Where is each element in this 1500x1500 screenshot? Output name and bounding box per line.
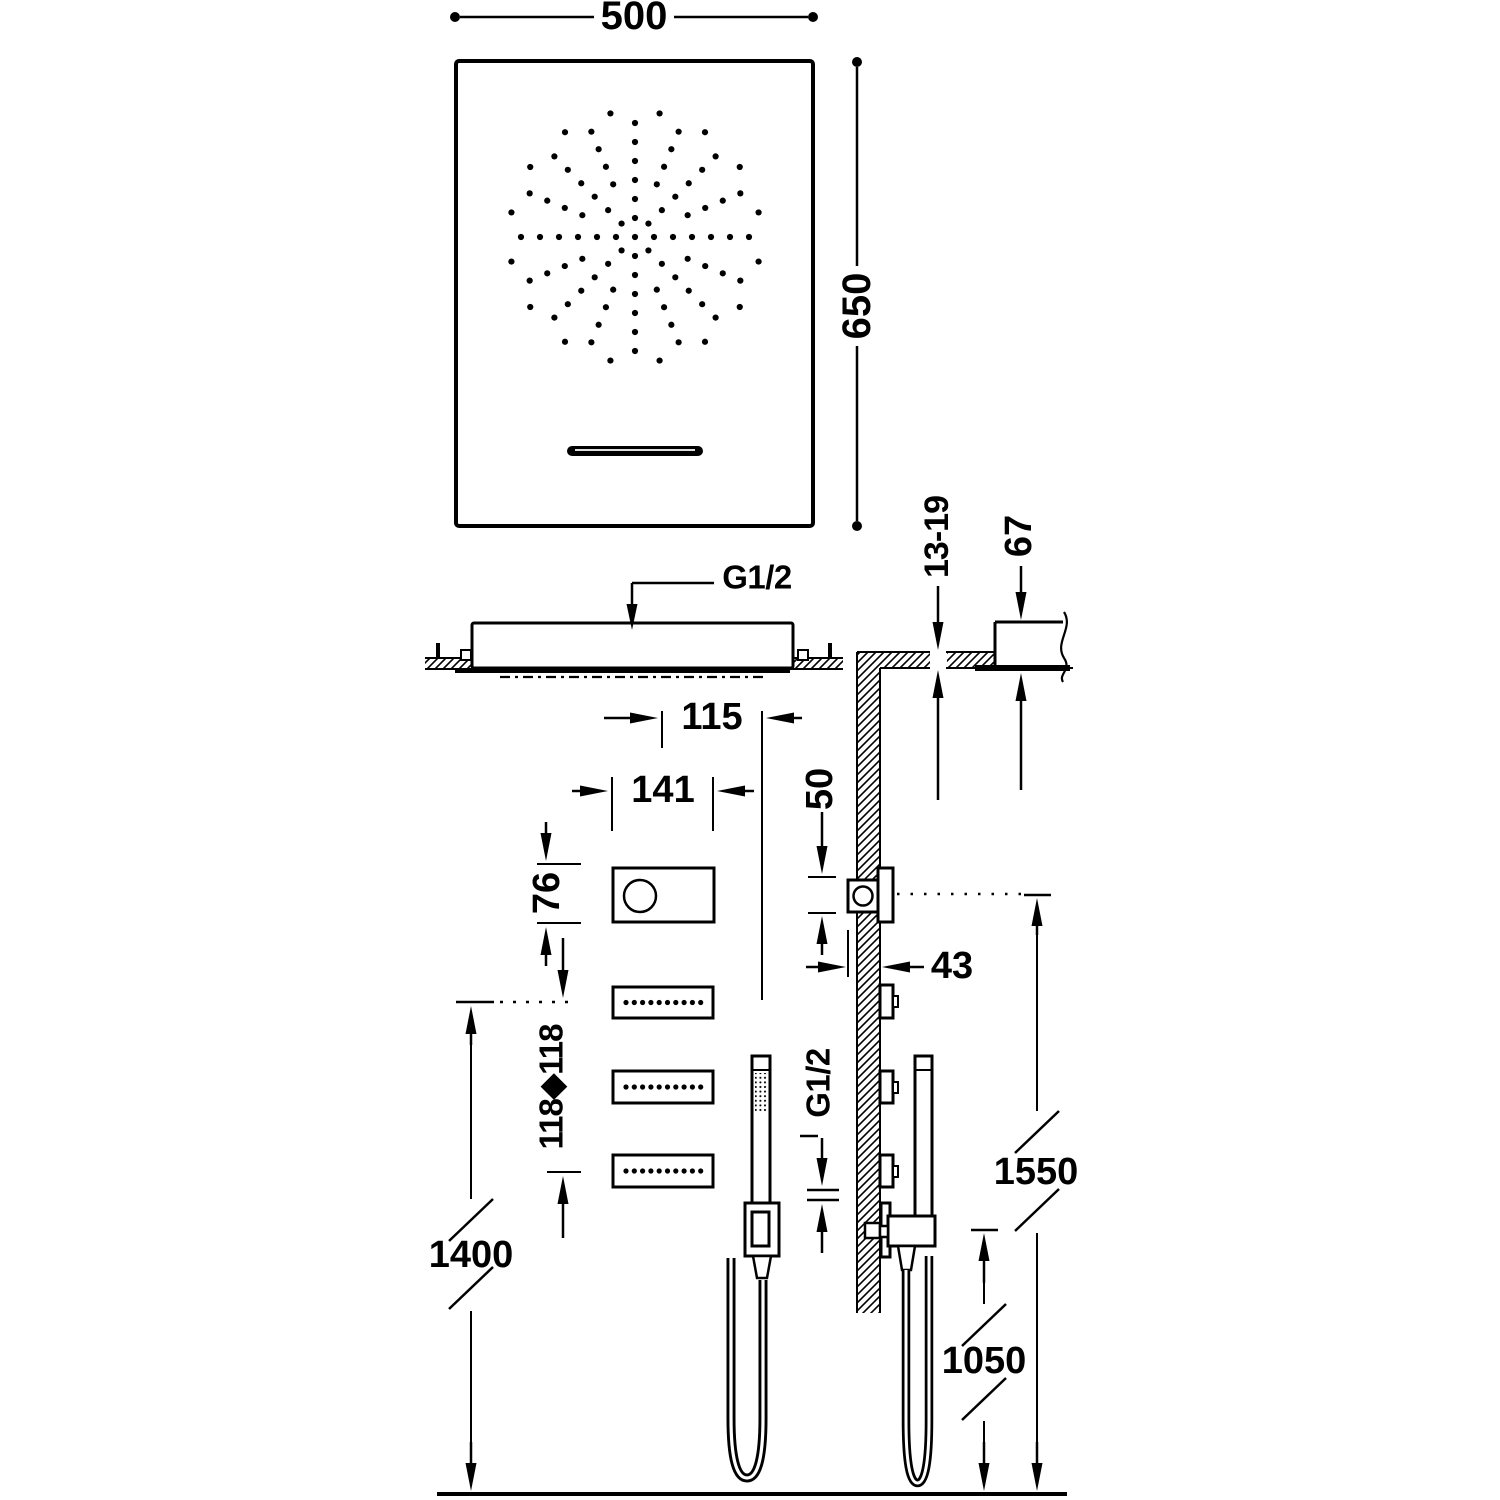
front-column-view	[429, 696, 802, 1491]
dimension-arrow	[541, 822, 552, 861]
dim-end-dot	[852, 521, 862, 531]
nozzle-dot	[632, 310, 638, 316]
arrowhead	[933, 670, 944, 698]
nozzle-dot	[579, 212, 585, 218]
nozzle-dot	[668, 146, 674, 152]
nozzle-dot	[562, 129, 568, 135]
arrowhead	[1016, 592, 1027, 620]
dimension-arrow	[717, 786, 754, 797]
break-slash	[1015, 1189, 1059, 1231]
nozzle-dot	[527, 164, 533, 170]
nozzle-dot	[544, 270, 550, 276]
dim-end-dot	[852, 57, 862, 67]
nozzle-dot	[613, 234, 619, 240]
g12-outlet-dim	[800, 1048, 840, 1253]
arrowhead	[817, 1204, 828, 1232]
dimension-arrow	[766, 713, 802, 724]
body-jet-front-2	[613, 1071, 713, 1103]
nozzle-dot	[527, 304, 533, 310]
nozzle-dot	[755, 258, 761, 264]
mount-clip-right	[798, 650, 808, 660]
break-slash	[1015, 1111, 1059, 1153]
dim-label-head_height: 650	[835, 272, 879, 340]
nozzle-dot	[632, 177, 638, 183]
dimension-arrow	[558, 938, 569, 998]
nozzle-dot	[682, 1000, 687, 1005]
nozzle-dot	[618, 247, 624, 253]
nozzle-dot	[685, 256, 691, 262]
nozzle-dot	[603, 164, 609, 170]
arrowhead	[541, 927, 552, 955]
nozzle-dot	[632, 196, 638, 202]
nozzle-dot	[657, 1000, 662, 1005]
nozzle-dot	[682, 1168, 687, 1173]
dim-head-depth	[998, 515, 1040, 790]
nozzle-dot	[648, 1000, 653, 1005]
nozzle-dot	[623, 1000, 628, 1005]
nozzle-dot	[607, 357, 613, 363]
nozzle-dot	[632, 1168, 637, 1173]
nozzle-dot	[610, 287, 616, 293]
arrowhead	[817, 846, 828, 874]
dimension-arrow	[933, 586, 944, 650]
nozzle-dot	[690, 1168, 695, 1173]
dimension-arrow	[1032, 898, 1043, 935]
dim-handshower-offset	[604, 696, 802, 1000]
mount-clip-left	[461, 650, 471, 660]
nozzle-dot	[551, 153, 557, 159]
nozzle-dot	[640, 1084, 645, 1089]
nozzle-dot	[610, 181, 616, 187]
nozzle-dot	[746, 234, 752, 240]
nozzle-dot	[665, 1000, 670, 1005]
ceiling-section-view	[425, 496, 1073, 1313]
nozzle-dot	[708, 234, 714, 240]
nozzle-dot	[665, 1084, 670, 1089]
nozzle-dot	[592, 194, 598, 200]
nozzle-dot	[656, 357, 662, 363]
nozzle-dot	[720, 198, 726, 204]
nozzle-dot	[702, 263, 708, 269]
nozzle-dot	[518, 234, 524, 240]
dimension-arrow	[817, 1138, 828, 1186]
nozzle-dot	[618, 220, 624, 226]
arrowhead	[1016, 673, 1027, 701]
dimension-arrow	[817, 916, 828, 955]
dimension-arrow	[558, 1176, 569, 1238]
nozzle-dot	[562, 263, 568, 269]
nozzle-dot	[702, 129, 708, 135]
wall-hatch-band	[857, 652, 880, 1313]
outlet-elbow	[865, 1223, 880, 1238]
nozzle-dot	[565, 167, 571, 173]
nozzle-dot	[632, 291, 638, 297]
nozzle-dot	[737, 164, 743, 170]
nozzle-dot	[632, 234, 638, 240]
nozzle-dot	[673, 1000, 678, 1005]
nozzle-dot	[551, 315, 557, 321]
dim-label-recess_depth: 43	[930, 945, 974, 987]
ceiling-hatch-a	[880, 652, 930, 668]
nozzle-dot	[508, 258, 514, 264]
nozzle-dot	[562, 205, 568, 211]
dimension-arrow	[604, 713, 658, 724]
nozzle-dot	[755, 209, 761, 215]
dimension-arrow	[1032, 1442, 1043, 1491]
nozzle-dot	[702, 205, 708, 211]
nozzle-dot	[672, 274, 678, 280]
nozzle-dot	[713, 315, 719, 321]
dim-label-handshower_offset: 115	[681, 696, 743, 738]
nozzle-dot	[605, 207, 611, 213]
mount-pin-right	[828, 643, 832, 659]
arrowhead	[818, 962, 846, 973]
nozzle-dot	[690, 1000, 695, 1005]
dim-control-height-floor	[994, 895, 1079, 1491]
hose-outer	[731, 1258, 763, 1478]
jet-side-nub	[893, 1082, 898, 1093]
nozzle-dot	[698, 1084, 703, 1089]
nozzle-dot	[575, 234, 581, 240]
nozzle-dot	[690, 1084, 695, 1089]
nozzle-dot	[651, 234, 657, 240]
waterfall-slot-body	[567, 446, 703, 456]
nozzle-dot	[657, 1084, 662, 1089]
jet-side-nub	[893, 996, 898, 1007]
nozzle-dot	[670, 234, 676, 240]
arrowhead	[817, 1158, 828, 1186]
nozzle-dot	[699, 301, 705, 307]
dimension-arrow	[1016, 673, 1027, 790]
body-jet-side-2	[880, 1071, 898, 1103]
dim-head-width	[450, 0, 818, 38]
arrowhead	[817, 916, 828, 944]
dim-recess-depth	[806, 930, 973, 987]
dimension-arrow	[933, 670, 944, 800]
arrowhead	[933, 622, 944, 650]
nozzle-dot	[632, 272, 638, 278]
dimension-arrow	[979, 1442, 990, 1491]
nozzle-dot	[544, 198, 550, 204]
dim-end-dot	[450, 12, 460, 22]
nozzle-dot	[537, 234, 543, 240]
nozzle-dot	[632, 158, 638, 164]
nozzle-dot	[632, 1084, 637, 1089]
nozzle-dot	[565, 301, 571, 307]
outlet-elbow-nub	[880, 1226, 888, 1237]
corner-head-flange	[975, 665, 1070, 671]
control-unit	[613, 868, 714, 922]
dim-label-jet_spacing: 118◆118	[532, 1024, 570, 1150]
dim-label-outlet_thread: G1/2	[799, 1048, 837, 1118]
dim-label-jets_height_from_floor: 1400	[428, 1234, 514, 1276]
dim-label-head_width: 500	[600, 0, 668, 38]
arrowhead	[466, 1006, 477, 1034]
nozzle-dot	[605, 261, 611, 267]
control-knob	[624, 880, 656, 912]
nozzle-dot	[508, 209, 514, 215]
nozzle-dot	[645, 247, 651, 253]
arrowhead	[1032, 898, 1043, 926]
arrowhead	[766, 713, 794, 724]
arrowhead	[466, 1463, 477, 1491]
jet-side-plate	[880, 1155, 893, 1187]
nozzle-dot	[623, 1168, 628, 1173]
side-column-view	[799, 768, 1078, 1491]
dim-label-outlet_height_from_floor: 1050	[941, 1340, 1027, 1382]
dim-jet-body-height	[799, 768, 841, 955]
arrowhead	[558, 1176, 569, 1204]
dim-panel-width	[572, 769, 754, 831]
hose-cone-side	[898, 1246, 915, 1270]
dim-control-height	[526, 822, 581, 966]
dimension-arrow	[882, 962, 924, 973]
nozzle-dot	[686, 288, 692, 294]
dim-head-height	[835, 57, 879, 531]
nozzle-dot	[596, 322, 602, 328]
nozzle-dot	[657, 1168, 662, 1173]
body-jet-front-3	[613, 1155, 713, 1187]
nozzle-dot	[579, 256, 585, 262]
nozzle-dot	[661, 304, 667, 310]
dim-outlet-height-floor	[942, 1230, 1027, 1491]
nozzle-dot	[562, 339, 568, 345]
nozzle-dot	[665, 1168, 670, 1173]
nozzle-dot	[673, 1084, 678, 1089]
nozzle-dot	[527, 278, 533, 284]
arrowhead	[979, 1463, 990, 1491]
body-jet-side-3	[880, 1155, 898, 1187]
hand-shower-front	[731, 1056, 779, 1478]
nozzle-dot	[659, 207, 665, 213]
jet-side-plate	[880, 985, 893, 1018]
nozzle-dot	[668, 322, 674, 328]
control-knob-side	[854, 887, 873, 906]
nozzle-dot	[702, 339, 708, 345]
nozzle-dot	[592, 274, 598, 280]
dimension-arrow	[817, 812, 828, 874]
front-view-rain-head	[450, 0, 879, 531]
nozzle-dot	[603, 304, 609, 310]
dim-label-panel_width: 141	[631, 769, 695, 811]
nozzle-dot	[632, 253, 638, 259]
nozzle-dot	[607, 110, 613, 116]
nozzle-dot	[527, 190, 533, 196]
arrowhead	[882, 962, 910, 973]
nozzle-dot	[632, 139, 638, 145]
dimension-arrow	[466, 1442, 477, 1491]
corner-head-body	[975, 612, 1070, 682]
nozzle-dot	[632, 329, 638, 335]
dim-ceiling-thickness	[918, 496, 956, 800]
nozzle-dot	[656, 110, 662, 116]
nozzle-dot	[632, 348, 638, 354]
nozzle-dot	[676, 339, 682, 345]
nozzle-dot	[588, 339, 594, 345]
hose-outer-side	[906, 1256, 929, 1483]
nozzle-dot	[596, 146, 602, 152]
mount-pin-left	[436, 643, 440, 659]
control-faceplate	[878, 868, 893, 922]
nozzle-dot	[685, 212, 691, 218]
nozzle-dot	[699, 167, 705, 173]
dimension-arrow	[979, 1233, 990, 1283]
dim-end-dot	[808, 12, 818, 22]
nozzle-dot	[640, 1168, 645, 1173]
arrowhead	[630, 713, 658, 724]
nozzle-dot	[698, 1000, 703, 1005]
nozzle-dot	[672, 194, 678, 200]
ceiling-head-flange	[455, 668, 790, 673]
nozzle-dot	[682, 1084, 687, 1089]
holder-arm	[888, 1216, 935, 1246]
nozzle-dot	[632, 120, 638, 126]
nozzle-dot	[686, 180, 692, 186]
handle-spray-texture	[755, 1073, 767, 1113]
dimension-arrow	[806, 962, 846, 973]
dimension-arrow	[1016, 566, 1027, 620]
ceiling-head-body	[472, 623, 793, 668]
dim-jets-height	[429, 1006, 514, 1491]
dim-label-head_body_depth: 67	[998, 514, 1040, 558]
g12-inlet-leader	[627, 559, 792, 631]
nozzle-dot	[737, 278, 743, 284]
nozzle-dot	[578, 180, 584, 186]
dim-label-control_height_from_floor: 1550	[993, 1151, 1079, 1193]
nozzle-dot	[594, 234, 600, 240]
dimension-arrow	[572, 786, 608, 797]
nozzle-dot	[640, 1000, 645, 1005]
nozzle-dot	[676, 129, 682, 135]
nozzle-dot	[720, 270, 726, 276]
body-jet-side-1	[880, 985, 898, 1018]
nozzle-dot	[727, 234, 733, 240]
break-slash	[962, 1378, 1006, 1420]
nozzle-dot	[578, 288, 584, 294]
arrowhead	[558, 970, 569, 998]
nozzle-dot	[623, 1084, 628, 1089]
arrowhead	[717, 786, 745, 797]
nozzle-dot	[632, 1000, 637, 1005]
dim-jet-spacing	[456, 938, 581, 1238]
nozzle-dot	[648, 1168, 653, 1173]
nozzle-dot	[689, 234, 695, 240]
dimension-arrow	[541, 927, 552, 966]
nozzle-dot	[737, 304, 743, 310]
nozzle-dot	[737, 190, 743, 196]
nozzle-dot	[645, 220, 651, 226]
dimension-arrow	[817, 1204, 828, 1253]
handshower-handle-side	[915, 1056, 932, 1216]
jet-side-nub	[893, 1166, 898, 1177]
holder-inner	[752, 1212, 769, 1246]
dim-label-control_panel_height: 76	[526, 871, 568, 915]
dim-label-false_ceiling_thickness: 13-19	[918, 496, 956, 578]
arrowhead	[541, 833, 552, 861]
nozzle-dot	[713, 153, 719, 159]
hose-cone	[753, 1256, 771, 1278]
nozzle-dot	[661, 164, 667, 170]
dim-label-inlet_thread: G1/2	[722, 558, 792, 596]
arrowhead	[1032, 1463, 1043, 1491]
nozzle-dot	[659, 261, 665, 267]
dimension-arrow	[466, 1006, 477, 1045]
nozzle-dot	[654, 181, 660, 187]
dim-label-jet_body_height: 50	[799, 767, 841, 811]
nozzle-dot	[556, 234, 562, 240]
nozzle-dot	[648, 1084, 653, 1089]
waterfall-slot	[567, 446, 703, 456]
arrowhead	[580, 786, 608, 797]
body-jet-front-1	[613, 987, 713, 1018]
nozzle-dot	[654, 287, 660, 293]
nozzle-dot	[588, 129, 594, 135]
nozzle-dot	[632, 215, 638, 221]
nozzle-dot	[698, 1168, 703, 1173]
nozzle-dot	[673, 1168, 678, 1173]
arrowhead	[979, 1233, 990, 1261]
jet-side-plate	[880, 1071, 893, 1103]
